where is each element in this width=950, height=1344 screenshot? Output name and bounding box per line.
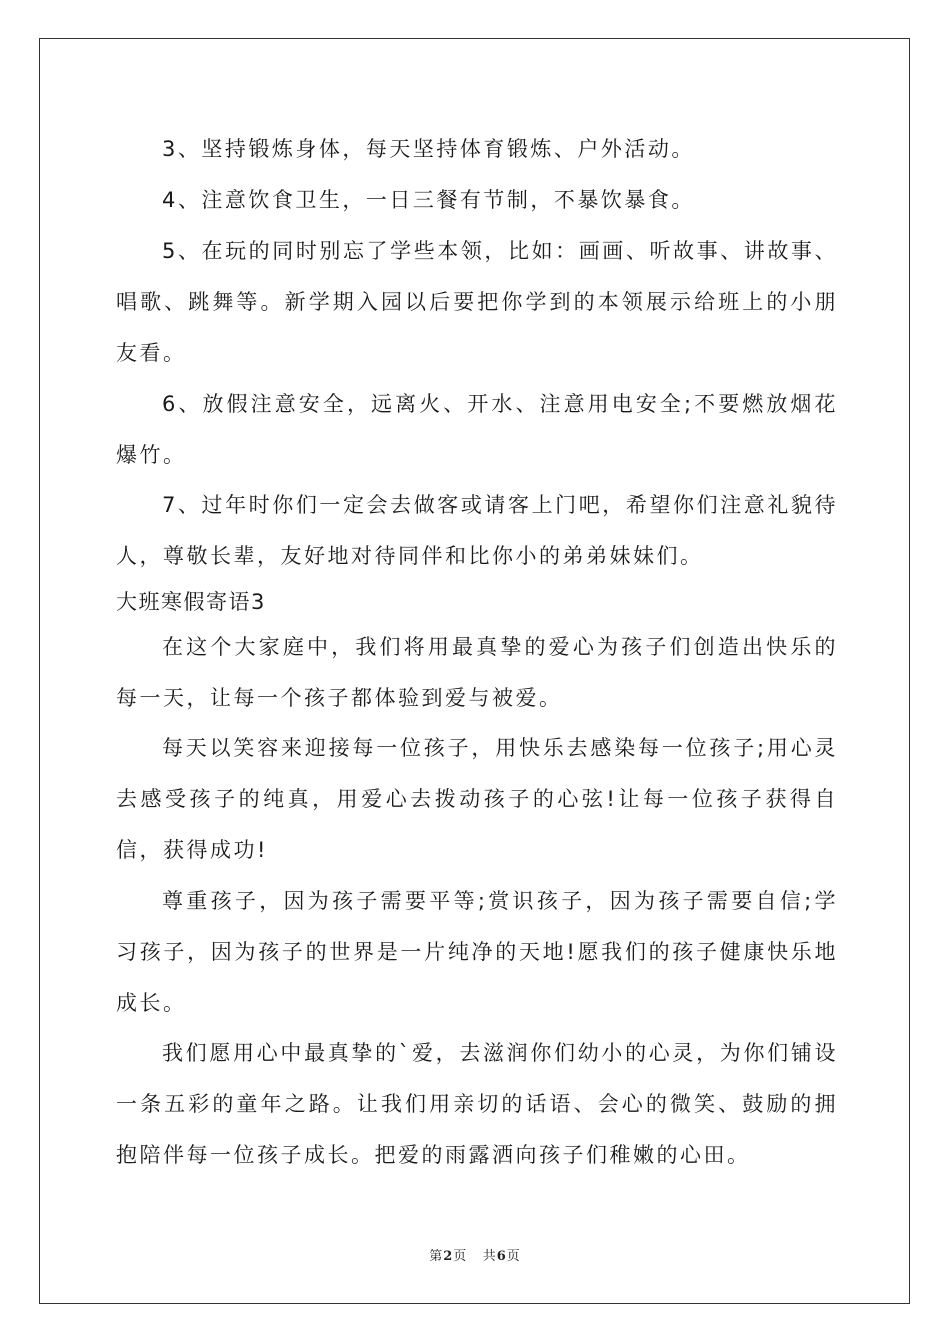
paragraph-respect: 尊重孩子，因为孩子需要平等;赏识孩子，因为孩子需要自信;学习孩子，因为孩子的世界是一片纯净的天地!愿我们的孩子健康快乐地成长。 — [116, 889, 838, 1015]
total-prefix: 共 — [482, 1249, 497, 1264]
paragraph-item-6: 6、放假注意安全，远离火、开水、注意用电安全;不要燃放烟花爆竹。 — [116, 392, 838, 467]
paragraph-item-5: 5、在玩的同时别忘了学些本领，比如：画画、听故事、讲故事、唱歌、跳舞等。新学期入园以后要把你学到的本领展示给班上的小朋友看。 — [116, 239, 838, 365]
total-suffix: 页 — [506, 1249, 521, 1264]
total-pages: 6 — [496, 1249, 507, 1264]
paragraph-smile: 每天以笑容来迎接每一位孩子，用快乐去感染每一位孩子;用心灵去感受孩子的纯真，用爱心去拨动孩子的心弦!让每一位孩子获得自信，获得成功! — [116, 736, 838, 862]
paragraph-item-7: 7、过年时你们一定会去做客或请客上门吧，希望你们注意礼貌待人，尊敬长辈，友好地对待同伴和比你小的弟弟妹妹们。 — [116, 493, 838, 568]
paragraph-item-4: 4、注意饮食卫生，一日三餐有节制，不暴饮暴食。 — [162, 188, 695, 212]
page-prefix: 第 — [429, 1249, 444, 1264]
section-heading: 大班寒假寄语3 — [116, 590, 266, 614]
paragraph-intro: 在这个大家庭中，我们将用最真挚的爱心为孩子们创造出快乐的每一天，让每一个孩子都体验到爱与被爱。 — [116, 635, 838, 710]
paragraph-item-3: 3、坚持锻炼身体，每天坚持体育锻炼、户外活动。 — [162, 137, 695, 161]
page-footer — [0, 1245, 950, 1264]
paragraph-love: 我们愿用心中最真挚的`爱，去滋润你们幼小的心灵，为你们铺设一条五彩的童年之路。让我们用亲切的话语、会心的微笑、鼓励的拥抱陪伴每一位孩子成长。把爱的雨露洒向孩子们稚嫩的心田。 — [116, 1041, 838, 1167]
page-number: 2 — [443, 1249, 454, 1264]
page-suffix: 页 — [453, 1249, 468, 1264]
